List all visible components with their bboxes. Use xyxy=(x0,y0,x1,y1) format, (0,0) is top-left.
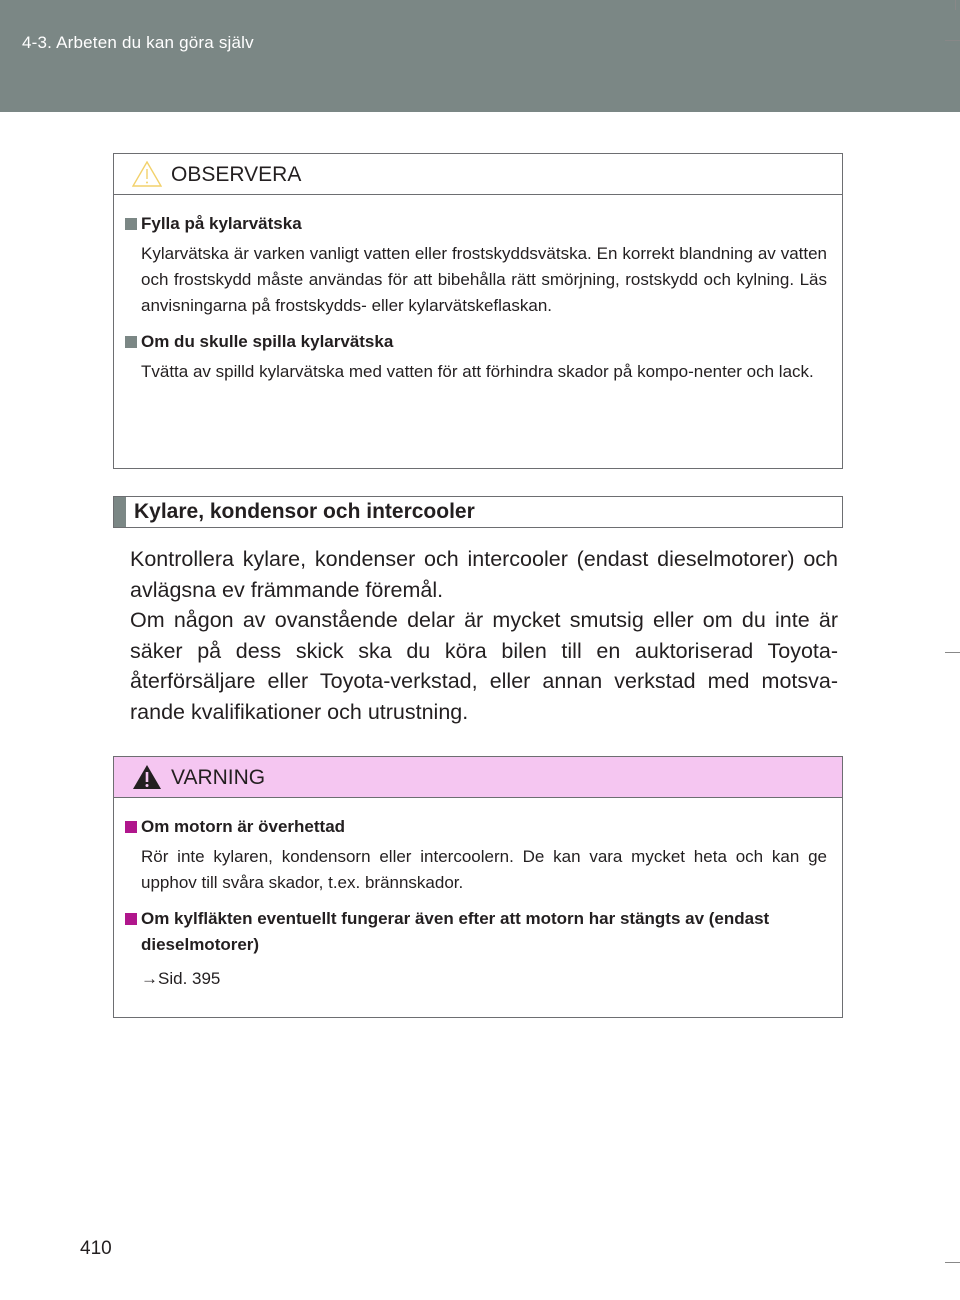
observera-title: OBSERVERA xyxy=(171,163,302,186)
bullet-square-icon xyxy=(125,218,137,230)
bullet-square-icon xyxy=(125,913,137,925)
section-heading xyxy=(113,496,843,528)
bullet-square-icon xyxy=(125,821,137,833)
section-accent xyxy=(114,497,126,527)
varning-item-heading: Om motorn är överhettad xyxy=(124,814,827,840)
section-title: Kylare, kondensor och intercooler xyxy=(134,500,475,523)
varning-item-text: Rör inte kylaren, kondensorn eller intercoolern. De kan vara mycket heta och kan ge upphov till svåra skador, t.ex. brännskador. xyxy=(141,847,827,892)
observera-item-heading: Om du skulle spilla kylarvätska xyxy=(124,329,827,355)
page-number: 410 xyxy=(80,1238,112,1259)
section-body xyxy=(130,544,838,727)
crop-mark xyxy=(945,40,960,41)
crop-mark xyxy=(945,1262,960,1263)
page-header xyxy=(0,0,960,112)
varning-box xyxy=(113,756,843,1018)
section-paragraph: Om någon av ovanstående delar är mycket smutsig eller om du inte är säker på dess skick ska du köra bilen till en auktoriserad Toyota-återförsäljare eller Toyota-verkstad, eller annan verkstad med motsva-rande kvalifikationer och utrustning. xyxy=(130,608,838,724)
chapter-title: 4-3. Arbeten du kan göra själv xyxy=(22,33,254,52)
observera-box xyxy=(113,153,843,469)
varning-item-heading: Om kylfläkten eventuellt fungerar även efter att motorn har stängts av (endast dieselmotorer) xyxy=(124,906,827,958)
caution-outline-icon xyxy=(132,161,162,187)
observera-header xyxy=(114,154,842,195)
crop-mark xyxy=(945,652,960,653)
observera-item-heading: Fylla på kylarvätska xyxy=(124,211,827,237)
bullet-square-icon xyxy=(125,336,137,348)
warning-icon xyxy=(132,764,162,790)
crop-mark xyxy=(955,0,956,10)
varning-title: VARNING xyxy=(171,766,266,789)
observera-item-text: Kylarvätska är varken vanligt vatten eller frostskyddsvätska. En korrekt blandning av vatten och frostskydd måste användas för att bibehålla rätt smörjning, rostskydd och kylning. Läs anvisningarna på frostskydds- eller kylarvätskeflaskan. xyxy=(141,244,827,315)
section-paragraph: Kontrollera kylare, kondenser och intercooler (endast dieselmotorer) och avlägsna ev främmande föremål. xyxy=(130,547,838,602)
observera-item-text: Tvätta av spilld kylarvätska med vatten för att förhindra skador på kompo-nenter och lack. xyxy=(141,362,814,381)
varning-item-text: →Sid. 395 xyxy=(141,969,221,988)
varning-header xyxy=(114,757,842,798)
